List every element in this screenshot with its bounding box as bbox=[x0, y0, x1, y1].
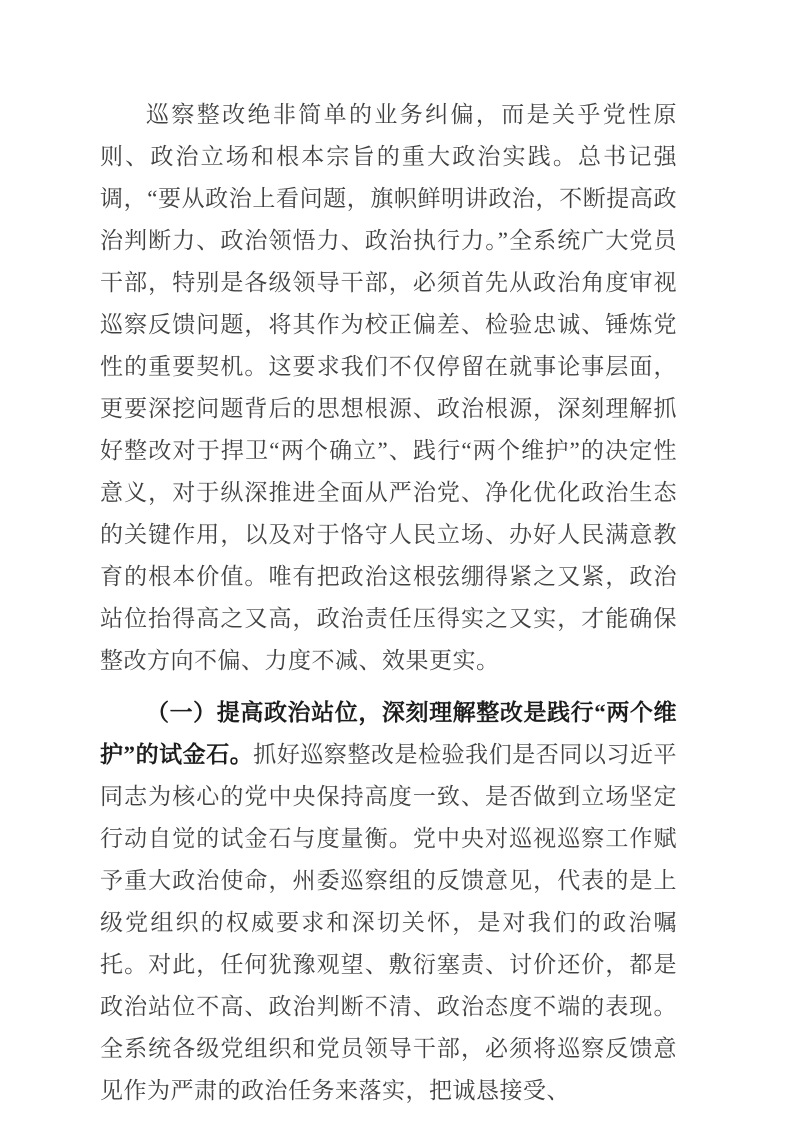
section-body-text: 抓好巡察整改是检验我们是否同以习近平同志为核心的党中央保持高度一致、是否做到立场坚定行动自觉的试金石与度量衡。党中央对巡视巡察工作赋予重大政治使命，州委巡察组的反馈意见，代表的是上级党组织的权威要求和深切关怀，是对我们的政治嘱托。对此，任何犹豫观望、敷衍塞责、讨价还价，都是政治站位不高、政治判断不清、政治态度不端的表现。全系统各级党组织和党员领导干部，必须将巡察反馈意见作为严肃的政治任务来落实，把诚恳接受、 bbox=[100, 742, 678, 1103]
body-paragraph-1: 巡察整改绝非简单的业务纠偏，而是关乎党性原则、政治立场和根本宗旨的重大政治实践。总书记强调，“要从政治上看问题，旗帜鲜明讲政治，不断提高政治判断力、政治领悟力、政治执行力。”全系统广大党员干部，特别是各级领导干部，必须首先从政治角度审视巡察反馈问题，将其作为校正偏差、检验忠诚、锤炼党性的重要契机。这要求我们不仅停留在就事论事层面，更要深挖问题背后的思想根源、政治根源，深刻理解抓好整改对于捍卫“两个确立”、践行“两个维护”的决定性意义，对于纵深推进全面从严治党、净化优化政治生态的关键作用，以及对于恪守人民立场、办好人民满意教育的根本价值。唯有把政治这根弦绷得紧之又紧，政治站位抬得高之又高，政治责任压得实之又实，才能确保整改方向不偏、力度不减、效果更实。 bbox=[100, 102, 677, 673]
body-paragraph-2 bbox=[100, 692, 677, 1112]
section-heading: （一）提高政治站位，深刻理解整改是践行“两个维护”的试金石。 bbox=[100, 700, 677, 767]
document-content bbox=[100, 94, 677, 1112]
